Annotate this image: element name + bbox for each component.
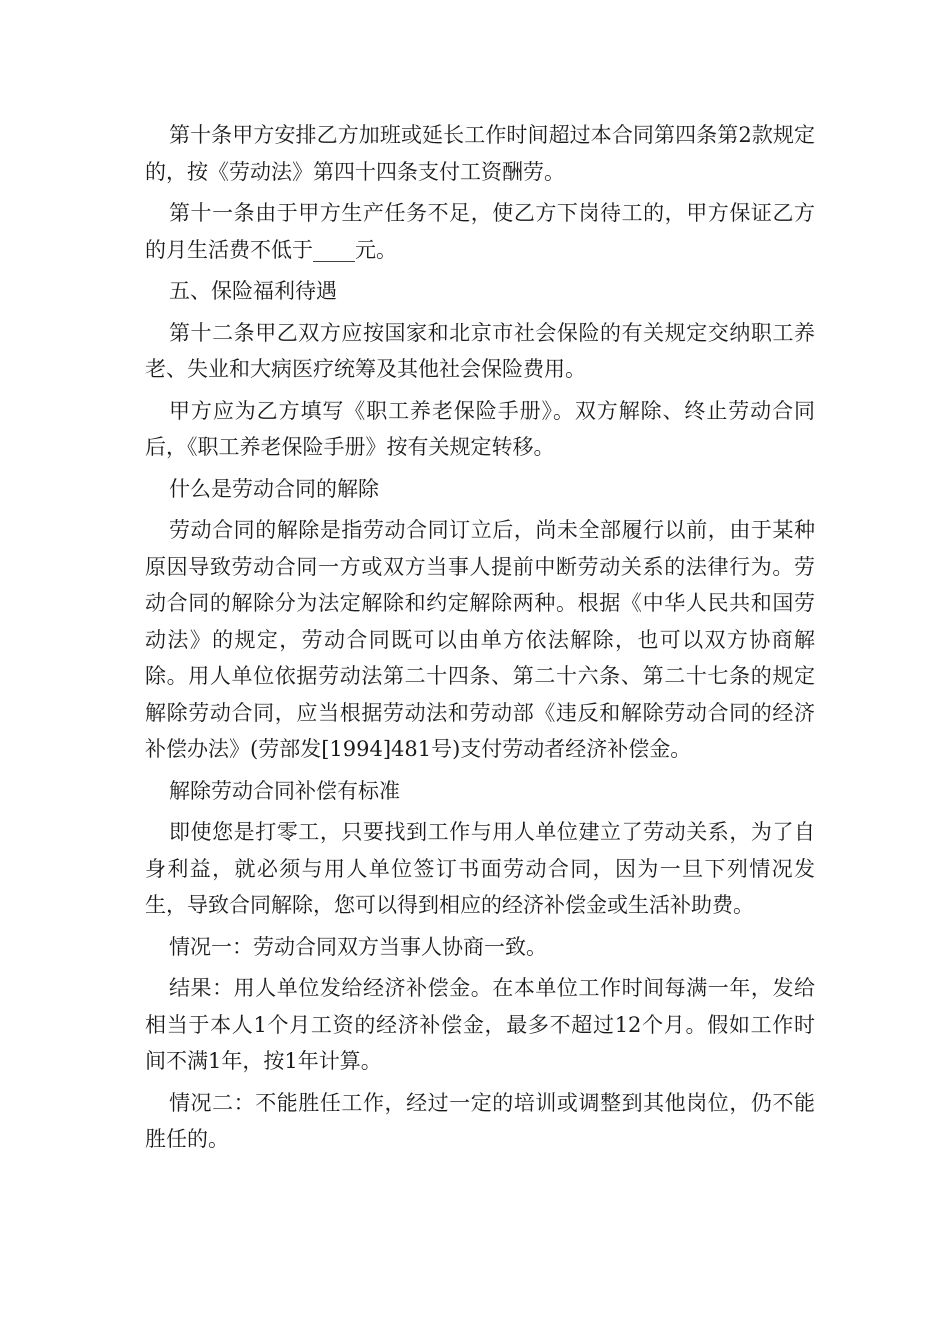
paragraph-case-one-result: 结果：用人单位发给经济补偿金。在本单位工作时间每满一年，发给相当于本人1个月工资的经济补偿金，最多不超过12个月。假如工作时间不满1年，按1年计算。 [145,976,815,1073]
paragraph-case-two: 情况二：不能胜任工作，经过一定的培训或调整到其他岗位，仍不能胜任的。 [145,1090,815,1151]
heading-contract-termination: 什么是劳动合同的解除 [169,476,379,501]
paragraph-pension-handbook: 甲方应为乙方填写《职工养老保险手册》。双方解除、终止劳动合同后，《职工养老保险手册》按有关规定转移。 [145,398,815,459]
paragraph-termination-definition: 劳动合同的解除是指劳动合同订立后，尚未全部履行以前，由于某种原因导致劳动合同一方或双方当事人提前中断劳动关系的法律行为。劳动合同的解除分为法定解除和约定解除两种。根据《中华人民共和国劳动法》的规定，劳动合同既可以由单方依法解除，也可以双方协商解除。用人单位依据劳动法第二十四条、第二十六条、第二十七条的规定解除劳动合同，应当根据劳动法和劳动部《违反和解除劳动合同的经济补偿办法》(劳部发[1994]481号)支付劳动者经济补偿金。 [145,518,815,761]
paragraph-temporary-work: 即使您是打零工，只要找到工作与用人单位建立了劳动关系，为了自身利益，就必须与用人单位签订书面劳动合同，因为一旦下列情况发生，导致合同解除，您可以得到相应的经济补偿金或生活补助费。 [145,820,815,917]
paragraph-case-one: 情况一：劳动合同双方当事人协商一致。 [169,934,547,959]
document-body [145,117,815,1163]
heading-compensation-standard: 解除劳动合同补偿有标准 [169,778,400,803]
section-heading-insurance: 五、保险福利待遇 [169,279,337,303]
paragraph-article-11: 第十一条由于甲方生产任务不足，使乙方下岗待工的，甲方保证乙方的月生活费不低于____元。 [145,201,815,262]
paragraph-article-10: 第十条甲方安排乙方加班或延长工作时间超过本合同第四条第2款规定的，按《劳动法》第四十四条支付工资酬劳。 [145,123,815,184]
paragraph-article-12: 第十二条甲乙双方应按国家和北京市社会保险的有关规定交纳职工养老、失业和大病医疗统筹及其他社会保险费用。 [145,320,815,381]
